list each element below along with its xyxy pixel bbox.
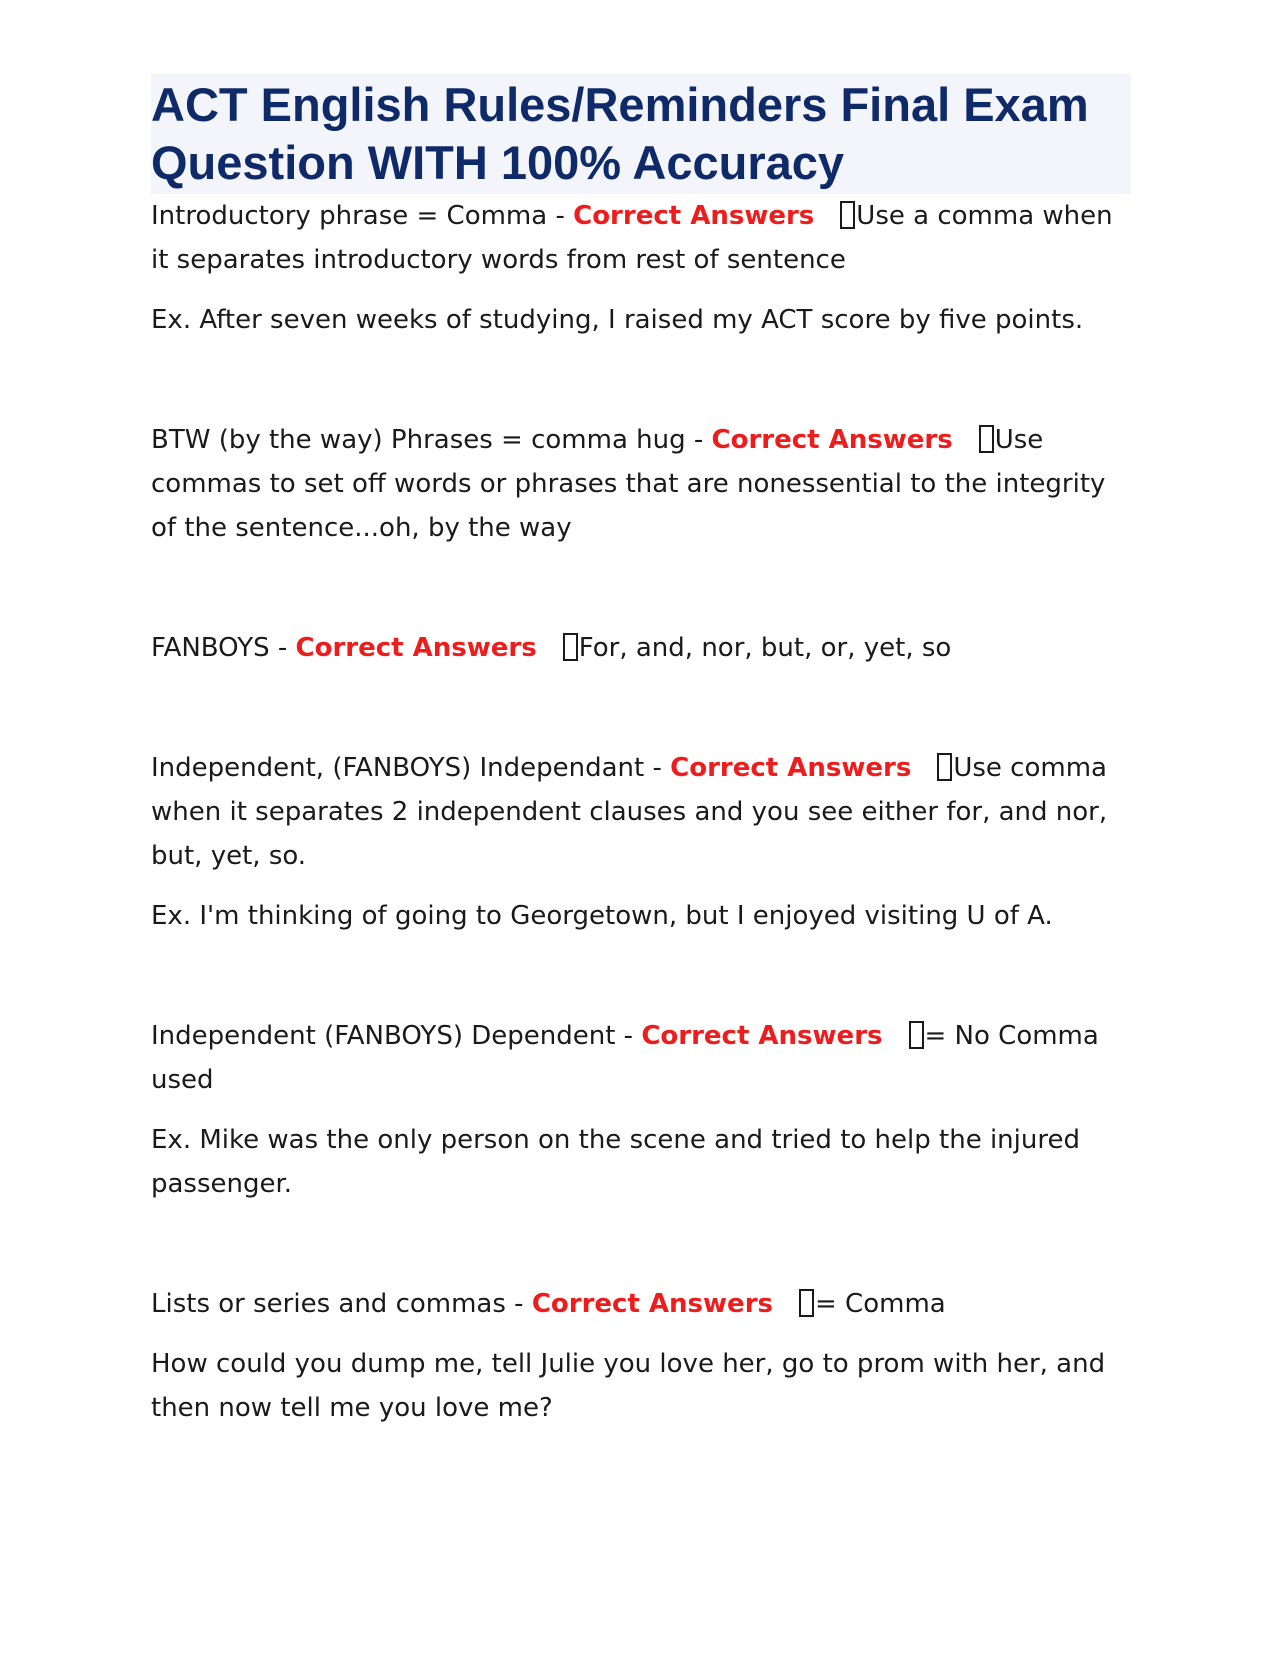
answer-text: Use a comma when it separates introductory words from rest of sentence — [151, 201, 1113, 275]
answer-label: Correct Answers — [531, 1289, 773, 1319]
missing-glyph-box-icon — [840, 201, 855, 229]
answer-text: = Comma — [815, 1289, 946, 1319]
qa-line — [151, 418, 1131, 550]
answer-label: Correct Answers — [711, 425, 953, 455]
qa-entry — [151, 418, 1131, 550]
question-text: FANBOYS - — [151, 633, 296, 663]
document-page — [151, 74, 1131, 1430]
spacer — [151, 342, 1131, 418]
example-text: How could you dump me, tell Julie you love her, go to prom with her, and then now tell me you love me? — [151, 1349, 1106, 1423]
missing-glyph-box-icon — [799, 1289, 814, 1317]
missing-glyph-box-icon — [937, 753, 952, 781]
answer-label: Correct Answers — [295, 633, 537, 663]
qa-entry — [151, 1282, 1131, 1430]
question-text: Independent, (FANBOYS) Independant - — [151, 753, 671, 783]
spacer — [151, 1206, 1131, 1282]
qa-entry — [151, 746, 1131, 938]
example-text: Ex. After seven weeks of studying, I raised my ACT score by five points. — [151, 305, 1084, 335]
answer-text: Use commas to set off words or phrases that are nonessential to the integrity of the sentence...oh, by the way — [151, 425, 1106, 543]
qa-line — [151, 626, 1131, 670]
answer-text: For, and, nor, but, or, yet, so — [578, 633, 952, 663]
answer-label: Correct Answers — [573, 201, 815, 231]
spacer — [151, 670, 1131, 746]
question-text: BTW (by the way) Phrases = comma hug - — [151, 425, 712, 455]
answer-label: Correct Answers — [670, 753, 912, 783]
question-text: Independent (FANBOYS) Dependent - — [151, 1021, 642, 1051]
title-block — [151, 74, 1131, 194]
qa-line — [151, 746, 1131, 878]
example-text: Ex. I'm thinking of going to Georgetown, but I enjoyed visiting U of A. — [151, 901, 1053, 931]
question-text: Introductory phrase = Comma - — [151, 201, 574, 231]
document-title: ACT English Rules/Reminders Final Exam Question WITH 100% Accuracy — [151, 78, 1089, 189]
qa-entry — [151, 194, 1131, 342]
question-text: Lists or series and commas - — [151, 1289, 532, 1319]
spacer — [151, 938, 1131, 1014]
missing-glyph-box-icon — [563, 633, 578, 661]
missing-glyph-box-icon — [909, 1021, 924, 1049]
qa-line — [151, 1014, 1131, 1102]
spacer — [151, 550, 1131, 626]
qa-line — [151, 194, 1131, 282]
example-text: Ex. Mike was the only person on the scene and tried to help the injured passenger. — [151, 1125, 1080, 1199]
answer-text: = No Comma used — [151, 1021, 1099, 1095]
qa-entry — [151, 626, 1131, 670]
answer-label: Correct Answers — [641, 1021, 883, 1051]
missing-glyph-box-icon — [979, 425, 994, 453]
answer-text: Use comma when it separates 2 independent clauses and you see either for, and nor, but, yet, so. — [151, 753, 1108, 871]
qa-entry — [151, 1014, 1131, 1206]
qa-line — [151, 1282, 1131, 1326]
